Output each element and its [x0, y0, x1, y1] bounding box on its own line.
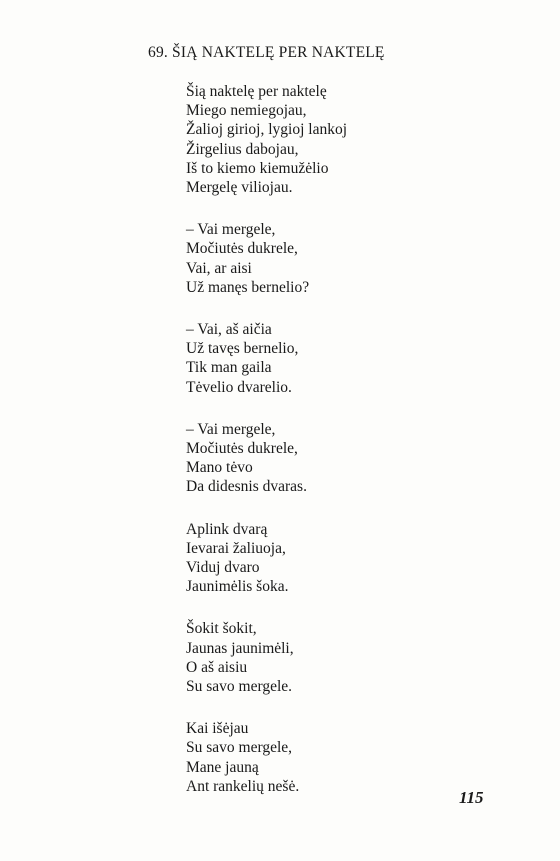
poem-line: – Vai, aš aičia — [186, 321, 272, 339]
poem-line: Kai išėjau — [186, 720, 249, 738]
stanza — [186, 320, 506, 397]
stanza — [186, 719, 506, 796]
poem-line: O aš aisiu — [186, 658, 248, 676]
stanza — [186, 420, 506, 497]
poem-line: Šokit šokit, — [186, 620, 257, 638]
poem-line: Tik man gaila — [186, 359, 272, 377]
poem-line: Aplink dvarą — [186, 520, 268, 538]
poem-body — [186, 82, 506, 819]
poem-line: Ant rankelių nešė. — [186, 777, 300, 795]
poem-line: Mano tėvo — [186, 459, 253, 477]
poem-line: Močiutės dukrele, — [186, 440, 298, 458]
poem-line: Mergelę viliojau. — [186, 179, 293, 197]
poem-line: Žirgelius dabojau, — [186, 140, 299, 158]
poem-line: Ievarai žaliuoja, — [186, 539, 286, 557]
stanza — [186, 520, 506, 597]
poem-line: Žalioj girioj, lygioj lankoj — [186, 121, 348, 139]
poem-line: Jaunas jaunimėli, — [186, 639, 294, 657]
poem-line: Iš to kiemo kiemužėlio — [186, 159, 329, 177]
poem-line: Da didesnis dvaras. — [186, 478, 307, 496]
poem-line: Miego nemiegojau, — [186, 102, 307, 120]
poem-title: 69. ŠIĄ NAKTELĘ PER NAKTELĘ — [148, 44, 385, 61]
poem-line: Močiutės dukrele, — [186, 240, 298, 258]
stanza — [186, 619, 506, 696]
poem-line: Su savo mergele, — [186, 739, 293, 757]
poem-line: Už tavęs bernelio, — [186, 340, 299, 358]
poem-line: – Vai mergele, — [186, 420, 276, 438]
poem-line: Šią naktelę per naktelę — [186, 83, 327, 100]
poem-line: Už manęs bernelio? — [186, 278, 310, 296]
poem-line: Jaunimėlis šoka. — [186, 578, 289, 596]
poem-line: Tėvelio dvarelio. — [186, 378, 292, 396]
poem-line: Mane jauną — [186, 758, 259, 776]
poem-line: Vai, ar aisi — [186, 259, 252, 277]
stanza — [186, 82, 506, 197]
stanza — [186, 220, 506, 297]
poem-line: Viduj dvaro — [186, 559, 260, 577]
poem-line: – Vai mergele, — [186, 221, 276, 239]
page-number: 115 — [459, 788, 484, 807]
poem-line: Su savo mergele. — [186, 678, 293, 696]
